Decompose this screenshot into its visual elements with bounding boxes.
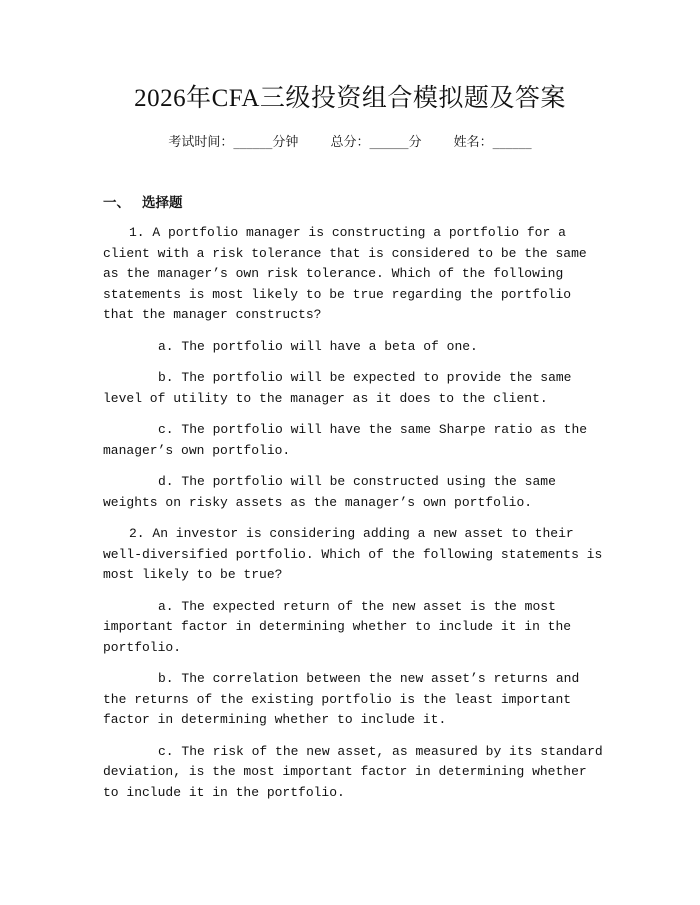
option-c: c. The risk of the new asset, as measured by its standard deviation, is the most important factor in determining whether to include it in the portfolio. xyxy=(103,743,603,800)
question-list xyxy=(103,223,603,814)
section-label: 选择题 xyxy=(142,195,183,211)
exam-meta xyxy=(0,131,700,150)
question-text: 2. An investor is considering adding a new asset to their well-diversified portfolio. Which of the following statements is most likely to be true? xyxy=(103,526,603,582)
section-number: 一、 xyxy=(103,195,130,211)
section-heading xyxy=(103,191,183,211)
question-item xyxy=(103,524,603,803)
option-a: a. The portfolio will have a beta of one. xyxy=(158,338,478,354)
total-score-field: 总分：______分 xyxy=(330,135,422,150)
document-title: 2026年CFA三级投资组合模拟题及答案 xyxy=(134,85,566,112)
option-d: d. The portfolio will be constructed using the same weights on risky assets as the manager’s own portfolio. xyxy=(103,474,556,510)
option-b: b. The correlation between the new asset’s returns and the returns of the existing portfolio is the least important factor in determining whether to include it. xyxy=(103,671,580,727)
student-name-field: 姓名：______ xyxy=(453,135,532,150)
option-a: a. The expected return of the new asset is the most important factor in determining whether to include it in the portfolio. xyxy=(103,598,572,655)
question-text: 1. A portfolio manager is constructing a portfolio for a client with a risk tolerance that is considered to be the same as the manager’s own risk tolerance. Which of the following statements is most likely to be true regarding the portfolio that the manager constructs? xyxy=(103,225,587,322)
question-item xyxy=(103,223,603,513)
exam-time-field: 考试时间：______分钟 xyxy=(168,135,299,150)
option-b: b. The portfolio will be expected to provide the same level of utility to the manager as it does to the client. xyxy=(103,370,572,406)
option-c: c. The portfolio will have the same Sharpe ratio as the manager’s own portfolio. xyxy=(103,422,588,458)
